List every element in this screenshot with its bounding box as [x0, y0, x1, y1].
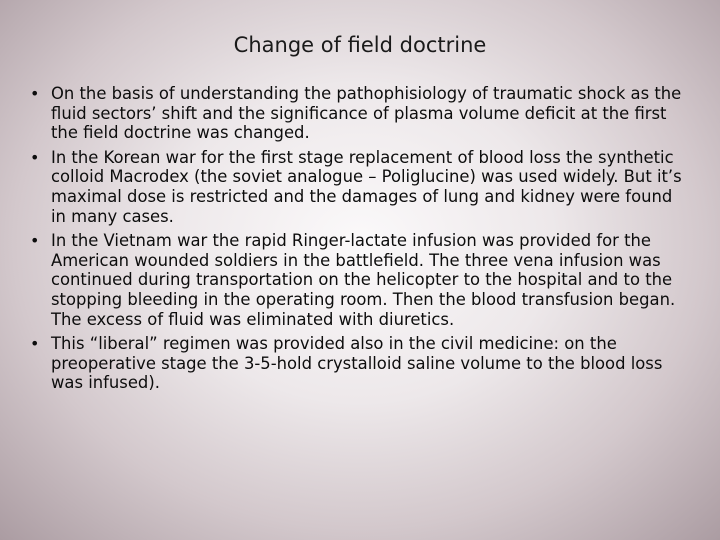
bullet-icon: •	[30, 147, 40, 167]
bullet-item	[32, 148, 692, 226]
bullet-item	[32, 231, 692, 329]
slide-title: Change of field doctrine	[233, 33, 487, 57]
bullet-text: In the Vietnam war the rapid Ringer-lactate infusion was provided for the American wounded soldiers in the battlefield. The three vena infusion was continued during transportation on the helicopter to the hospital and to the stopping bleeding in the operating room. Then the blood transfusion began. The excess of fluid was eliminated with diuretics.	[51, 231, 676, 329]
bullet-item	[32, 84, 692, 143]
bullet-item	[32, 334, 692, 393]
bullet-text: This “liberal” regimen was provided also in the civil medicine: on the preoperative stage the 3-5-hold crystalloid saline volume to the blood loss was infused).	[51, 334, 663, 393]
bullet-icon: •	[30, 231, 40, 251]
bullet-icon: •	[30, 84, 40, 103]
bullet-text: In the Korean war for the first stage replacement of blood loss the synthetic colloid Macrodex (the soviet analogue – Poliglucine) was used widely. But it’s maximal dose is restricted and the damages of lung and kidney were found in many cases.	[51, 147, 682, 226]
bullet-text: On the basis of understanding the pathophisiology of traumatic shock as the fluid sectors’ shift and the significance of plasma volume deficit at the first the field doctrine was changed.	[51, 84, 682, 143]
bullet-list	[32, 84, 692, 398]
bullet-icon: •	[30, 334, 40, 354]
